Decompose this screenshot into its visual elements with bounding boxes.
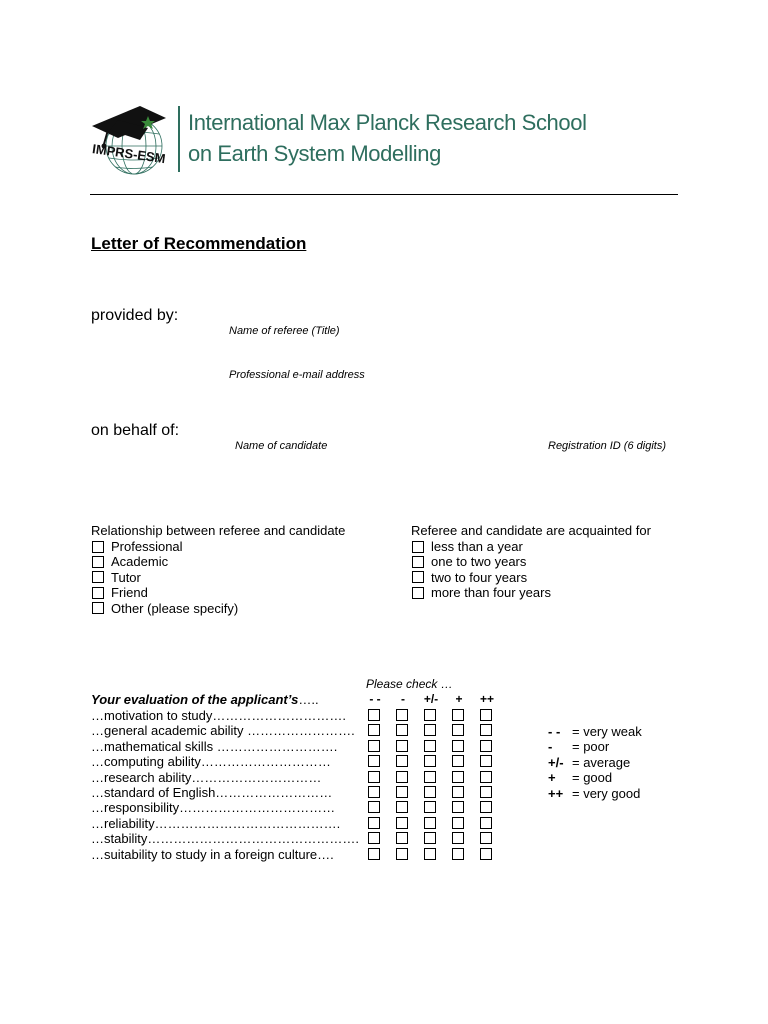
- rating-checkbox[interactable]: [396, 755, 408, 767]
- acquainted-option-label: one to two years: [431, 554, 527, 570]
- rating-checkbox[interactable]: [452, 801, 464, 813]
- rating-checkbox[interactable]: [368, 771, 380, 783]
- on-behalf-of-label: on behalf of:: [91, 422, 180, 439]
- criterion-label: …mathematical skills ……………………….: [91, 738, 338, 754]
- document-title: Letter of Recommendation: [91, 234, 307, 253]
- rating-checkbox[interactable]: [396, 801, 408, 813]
- acquainted-checkbox[interactable]: [412, 587, 424, 599]
- acquainted-option-label: two to four years: [431, 569, 528, 585]
- rating-checkbox[interactable]: [396, 771, 408, 783]
- rating-checkbox[interactable]: [480, 832, 492, 844]
- legend-item: [548, 786, 640, 801]
- scale-header-0: - -: [369, 692, 381, 706]
- acquainted-option-label: more than four years: [431, 585, 551, 601]
- legend-symbol: +/-: [548, 754, 564, 770]
- relationship-option-label: Academic: [111, 554, 169, 570]
- acquainted-option[interactable]: [412, 585, 551, 600]
- rating-checkbox[interactable]: [452, 724, 464, 736]
- rating-checkbox[interactable]: [452, 848, 464, 860]
- rating-checkbox[interactable]: [396, 832, 408, 844]
- rating-checkbox[interactable]: [424, 801, 436, 813]
- legend-symbol: +: [548, 770, 556, 786]
- rating-checkbox[interactable]: [424, 848, 436, 860]
- rating-checkbox[interactable]: [480, 755, 492, 767]
- legend-symbol: - -: [548, 724, 561, 739]
- acquainted-checkbox[interactable]: [412, 541, 424, 553]
- legend-symbol: -: [548, 739, 553, 755]
- rating-checkbox[interactable]: [480, 709, 492, 721]
- institution-title-line2: on Earth System Modelling: [188, 141, 441, 166]
- relationship-checkbox[interactable]: [92, 541, 104, 553]
- registration-id-hint: Registration ID (6 digits): [548, 440, 666, 452]
- relationship-option[interactable]: [92, 554, 168, 569]
- rating-checkbox[interactable]: [452, 755, 464, 767]
- rating-checkbox[interactable]: [368, 709, 380, 721]
- rating-checkbox[interactable]: [452, 771, 464, 783]
- criterion-label: …computing ability…………………………: [91, 754, 331, 770]
- legend-meaning: = poor: [572, 739, 610, 755]
- criterion-label: …reliability…………………………………….: [91, 815, 341, 831]
- rating-checkbox[interactable]: [424, 740, 436, 752]
- criterion-label: …general academic ability …………………….: [91, 723, 355, 739]
- rating-checkbox[interactable]: [396, 848, 408, 860]
- candidate-name-hint: Name of candidate: [235, 440, 328, 452]
- relationship-checkbox[interactable]: [92, 571, 104, 583]
- referee-name-hint: Name of referee (Title): [229, 325, 340, 337]
- imprs-esm-logo: [88, 100, 180, 182]
- acquainted-option[interactable]: [412, 539, 523, 554]
- criterion-label: …stability………………………………………….: [91, 831, 359, 847]
- rating-checkbox[interactable]: [452, 786, 464, 798]
- legend-item: [548, 739, 609, 754]
- legend-meaning: = good: [572, 770, 613, 786]
- criterion-label: …motivation to study………………………….: [91, 708, 346, 723]
- acquainted-checkbox[interactable]: [412, 556, 424, 568]
- rating-checkbox[interactable]: [480, 848, 492, 860]
- rating-checkbox[interactable]: [368, 740, 380, 752]
- legend-item: [548, 770, 612, 785]
- rating-checkbox[interactable]: [480, 724, 492, 736]
- criterion-label: …suitability to study in a foreign culture….: [91, 846, 334, 862]
- acquainted-checkbox[interactable]: [412, 571, 424, 583]
- rating-checkbox[interactable]: [452, 740, 464, 752]
- acquainted-option-label: less than a year: [431, 539, 523, 554]
- rating-checkbox[interactable]: [480, 817, 492, 829]
- evaluation-heading-suffix: …..: [298, 692, 319, 707]
- rating-checkbox[interactable]: [368, 786, 380, 798]
- rating-checkbox[interactable]: [368, 832, 380, 844]
- referee-email-hint: Professional e-mail address: [229, 369, 365, 381]
- relationship-option-label: Tutor: [111, 569, 141, 585]
- logo-text: IMPRS-ESM: [91, 141, 167, 167]
- header-rule: [90, 194, 678, 195]
- rating-checkbox[interactable]: [424, 817, 436, 829]
- relationship-checkbox[interactable]: [92, 602, 104, 614]
- rating-checkbox[interactable]: [396, 709, 408, 721]
- rating-checkbox[interactable]: [424, 786, 436, 798]
- relationship-option-label: Other (please specify): [111, 600, 239, 616]
- rating-checkbox[interactable]: [480, 801, 492, 813]
- scale-header-3: +: [455, 692, 463, 706]
- evaluation-heading: [91, 692, 319, 707]
- relationship-option[interactable]: [92, 601, 238, 616]
- legend-meaning: = very good: [572, 785, 641, 801]
- relationship-heading: Relationship between referee and candidate: [91, 523, 346, 538]
- legend-meaning: = very weak: [572, 724, 642, 739]
- rating-checkbox[interactable]: [424, 724, 436, 736]
- rating-checkbox[interactable]: [368, 801, 380, 813]
- legend-symbol: ++: [548, 785, 564, 801]
- rating-checkbox[interactable]: [480, 740, 492, 752]
- header-divider: [178, 106, 180, 172]
- rating-checkbox[interactable]: [396, 724, 408, 736]
- criterion-label: …research ability…………………………: [91, 769, 322, 785]
- rating-checkbox[interactable]: [368, 848, 380, 860]
- relationship-option-label: Friend: [111, 585, 148, 601]
- relationship-option[interactable]: [92, 570, 141, 585]
- relationship-option[interactable]: [92, 585, 148, 600]
- rating-checkbox[interactable]: [368, 755, 380, 767]
- rating-checkbox[interactable]: [452, 817, 464, 829]
- rating-checkbox[interactable]: [424, 771, 436, 783]
- provided-by-label: provided by:: [91, 307, 179, 324]
- acquainted-heading: Referee and candidate are acquainted for: [411, 523, 651, 538]
- relationship-checkbox[interactable]: [92, 556, 104, 568]
- acquainted-option[interactable]: [412, 554, 526, 569]
- criterion-label: …standard of English………………………: [91, 785, 333, 800]
- relationship-option-label: Professional: [111, 539, 183, 554]
- rating-checkbox[interactable]: [480, 786, 492, 798]
- relationship-checkbox[interactable]: [92, 587, 104, 599]
- rating-checkbox[interactable]: [396, 786, 408, 798]
- acquainted-option[interactable]: [412, 570, 527, 585]
- institution-title-line1: International Max Planck Research School: [188, 110, 587, 135]
- scale-header-1: -: [401, 692, 405, 706]
- rating-checkbox[interactable]: [368, 817, 380, 829]
- scale-header-2: +/-: [423, 692, 439, 706]
- rating-checkbox[interactable]: [424, 755, 436, 767]
- rating-checkbox[interactable]: [424, 832, 436, 844]
- legend-item: [548, 724, 642, 739]
- scale-header-4: ++: [479, 692, 494, 706]
- rating-checkbox[interactable]: [480, 771, 492, 783]
- criterion-label: …responsibility………………………………: [91, 800, 336, 816]
- rating-checkbox[interactable]: [452, 709, 464, 721]
- rating-checkbox[interactable]: [396, 740, 408, 752]
- rating-checkbox[interactable]: [424, 709, 436, 721]
- please-check-label: Please check …: [366, 677, 453, 691]
- rating-checkbox[interactable]: [368, 724, 380, 736]
- rating-checkbox[interactable]: [396, 817, 408, 829]
- evaluation-heading-text: Your evaluation of the applicant’s: [91, 692, 299, 707]
- rating-checkbox[interactable]: [452, 832, 464, 844]
- legend-meaning: = average: [572, 754, 631, 770]
- relationship-option[interactable]: [92, 539, 183, 554]
- legend-item: [548, 755, 630, 770]
